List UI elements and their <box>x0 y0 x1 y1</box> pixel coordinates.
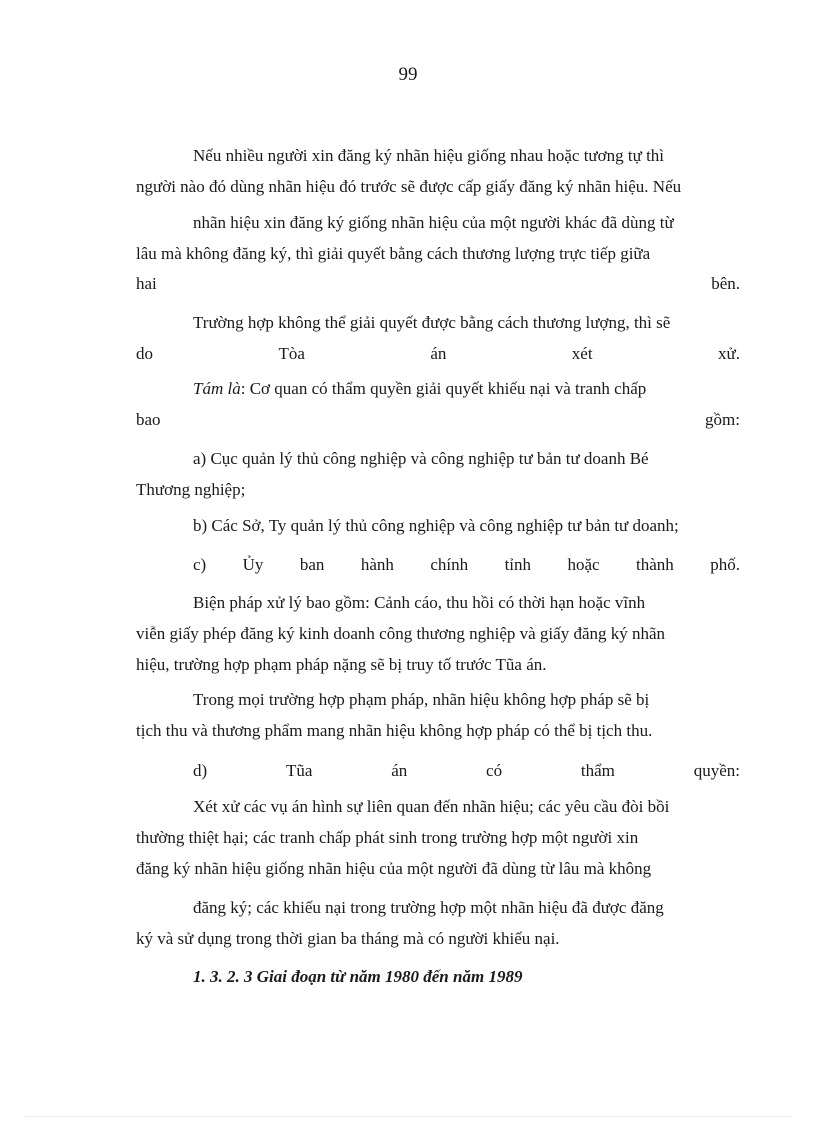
word: án <box>391 761 408 780</box>
text-line: ký và sử dụng trong thời gian ba tháng mà có người khiếu nại. <box>136 929 560 948</box>
text-line: tịch thu và thương phẩm mang nhãn hiệu không hợp pháp có thể bị tịch thu. <box>136 721 653 740</box>
text-line: Trường hợp không thể giải quyết được bằng cách thương lượng, thì sẽ <box>193 313 671 332</box>
word: án <box>430 344 447 363</box>
word: chính <box>430 555 469 574</box>
word: có <box>486 761 503 780</box>
word: quyền: <box>693 761 740 780</box>
text-line: b) Các Sở, Ty quản lý thủ công nghiệp và công nghiệp tư bản tư doanh; <box>193 516 679 535</box>
italic-term: Tám là <box>193 379 241 398</box>
text-line: người nào đó dùng nhãn hiệu đó trước sẽ được cấp giấy đăng ký nhãn hiệu. Nếu <box>136 177 682 196</box>
word: thành <box>635 555 674 574</box>
text-line: nhãn hiệu xin đăng ký giống nhãn hiệu của một người khác đã dùng từ <box>193 213 674 232</box>
word: d) <box>193 761 208 780</box>
word: do <box>136 344 153 363</box>
section-heading: 1. 3. 2. 3 Giai đoạn từ năm 1980 đến năm 1989 <box>193 967 523 986</box>
text-line: Thương nghiệp; <box>136 480 246 499</box>
text-line: đăng ký nhãn hiệu giống nhãn hiệu của một người đã dùng từ lâu mà không <box>136 859 652 878</box>
text-line: Xét xử các vụ án hình sự liên quan đến nhãn hiệu; các yêu cầu đòi bồi <box>193 797 670 816</box>
word: hành <box>360 555 394 574</box>
text-line: Nếu nhiều người xin đăng ký nhãn hiệu giống nhau hoặc tương tự thì <box>193 146 665 165</box>
word: c) <box>193 555 207 574</box>
page-border <box>24 1116 792 1117</box>
text-line <box>193 760 740 782</box>
word: Tòa <box>278 344 305 363</box>
word: xử. <box>718 344 740 363</box>
text-line <box>193 378 740 400</box>
text-line <box>193 554 740 576</box>
word: Ủy <box>242 555 264 574</box>
text-line: viễn giấy phép đăng ký kinh doanh công thương nghiệp và giấy đăng ký nhãn <box>136 624 666 643</box>
word: gồm: <box>705 410 740 429</box>
text-line <box>136 343 740 365</box>
text-line: thường thiệt hại; các tranh chấp phát sinh trong trường hợp một người xin <box>136 828 639 847</box>
text-line <box>136 273 740 295</box>
text-line <box>136 409 740 431</box>
text-line: hiệu, trường hợp phạm pháp nặng sẽ bị truy tố trước Tũa án. <box>136 655 547 674</box>
word: Tũa <box>285 761 313 780</box>
text-line: đăng ký; các khiếu nại trong trường hợp một nhãn hiệu đã được đăng <box>193 898 664 917</box>
text-line: Trong mọi trường hợp phạm pháp, nhãn hiệu không hợp pháp sẽ bị <box>193 690 650 709</box>
word: bao <box>136 410 161 429</box>
text-run: : Cơ quan có thẩm quyền giải quyết khiếu nại và tranh chấp <box>240 379 647 398</box>
word: thẩm <box>580 761 615 780</box>
page-number: 99 <box>398 64 418 85</box>
word: tỉnh <box>504 555 532 574</box>
text-line: Biện pháp xử lý bao gồm: Cảnh cáo, thu hồi có thời hạn hoặc vĩnh <box>193 593 646 612</box>
text-line: lâu mà không đăng ký, thì giải quyết bằng cách thương lượng trực tiếp giữa <box>136 244 651 263</box>
word: ban <box>299 555 325 574</box>
word: xét <box>571 344 593 363</box>
word: hai <box>136 274 157 293</box>
word: hoặc <box>567 555 600 574</box>
word: bên. <box>711 274 740 293</box>
word: phố. <box>710 555 740 574</box>
text-line: a) Cục quản lý thủ công nghiệp và công nghiệp tư bản tư doanh Bé <box>193 449 649 468</box>
